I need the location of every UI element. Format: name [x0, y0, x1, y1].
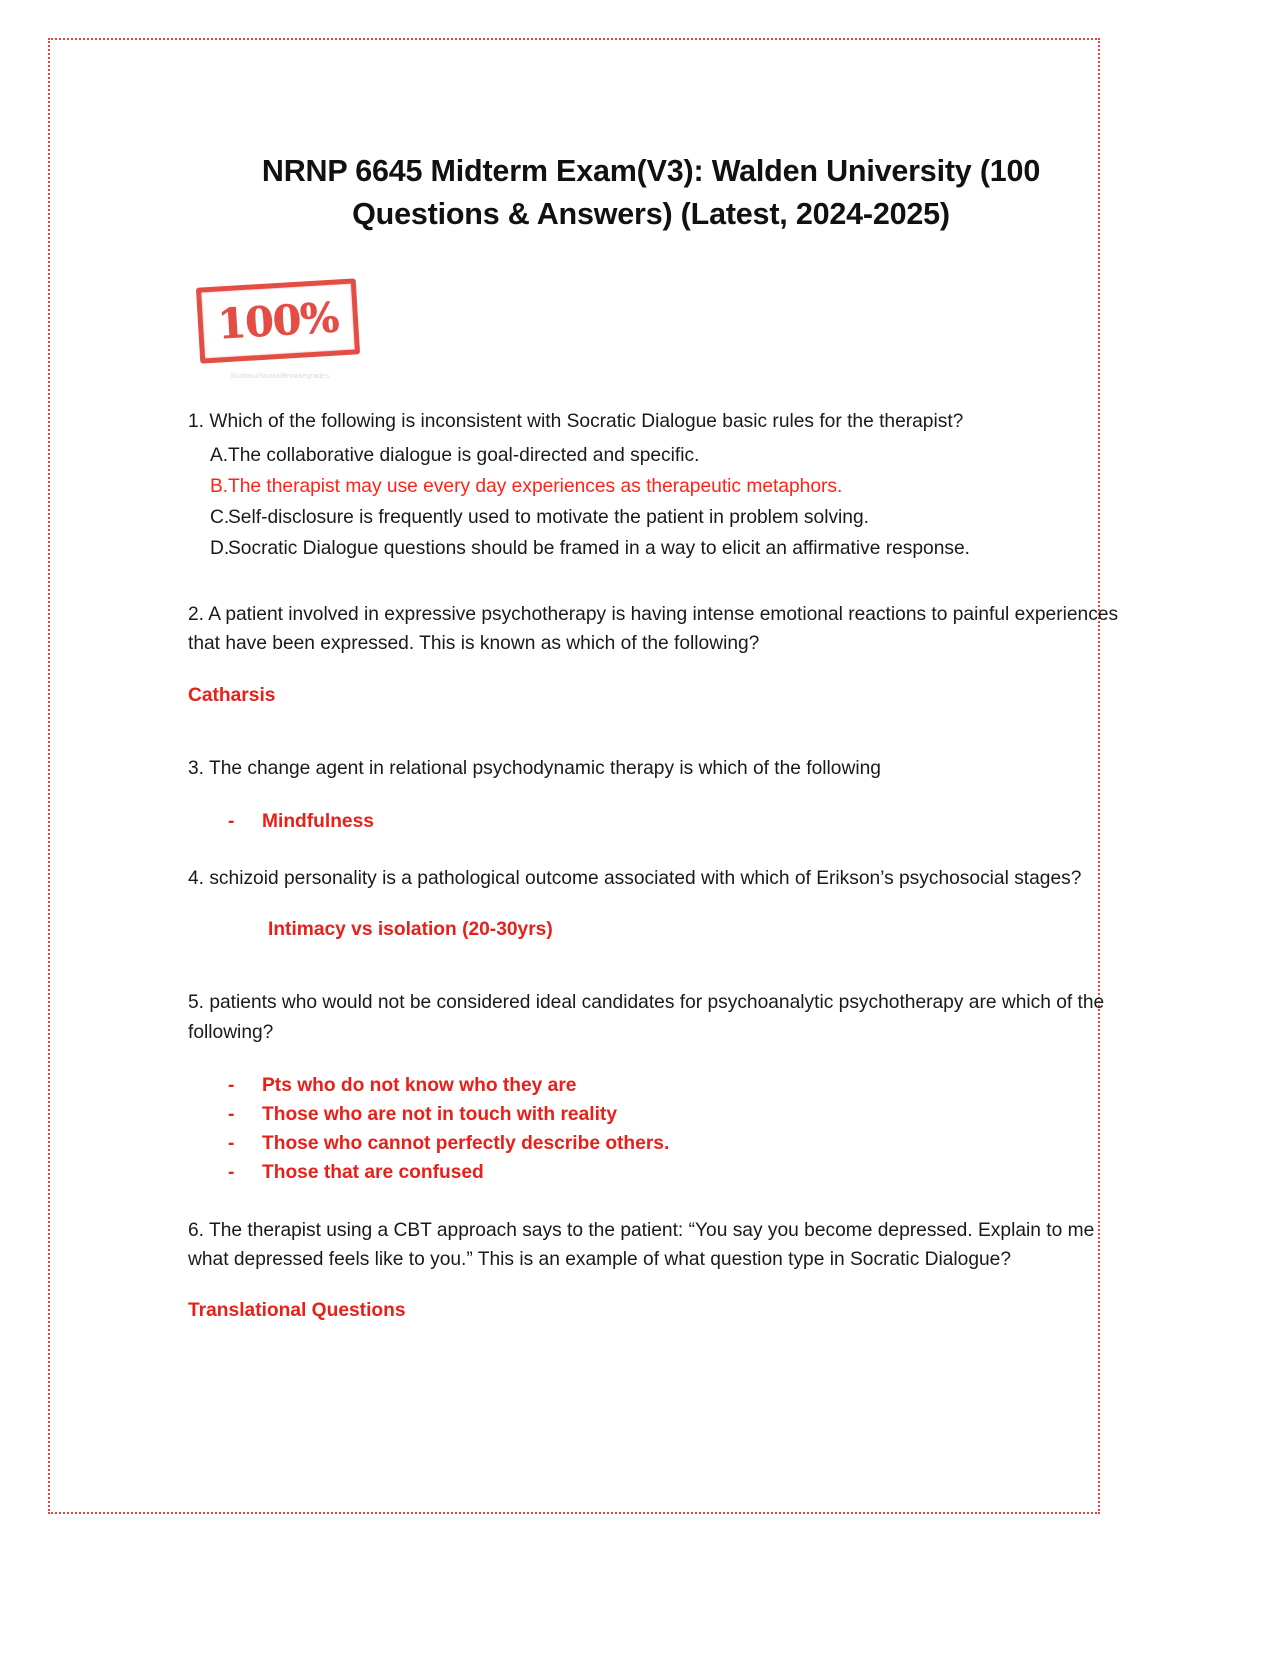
answer-text: Those that are confused: [262, 1162, 484, 1184]
question-text: 3. The change agent in relational psychodynamic therapy is which of the following: [188, 757, 881, 779]
dash-bullet-icon: -: [228, 1104, 235, 1126]
option-text: Self-disclosure is frequently used to motivate the patient in problem solving.: [228, 506, 869, 528]
question-text: 6. The therapist using a CBT approach says to the patient: “You say you become depressed. Explain to me what depressed feels like to you.” This is an example of what question type in Socratic Dialogue?: [188, 1219, 1095, 1270]
answer-text: Translational Questions: [188, 1299, 406, 1321]
approval-stamp-block: [188, 281, 1128, 401]
option-row-c: [188, 502, 1128, 533]
question-text: 4. schizoid personality is a pathological outcome associated with which of Erikson’s psychosocial stages?: [188, 868, 1082, 890]
question-block-4: [188, 864, 1128, 941]
answer-text: Intimacy vs isolation (20-30yrs): [268, 919, 553, 941]
answer-text: Those who are not in touch with reality: [262, 1104, 617, 1126]
question-text: 5. patients who would not be considered ideal candidates for psychoanalytic psychotherapy are which of the following?: [188, 992, 1105, 1043]
answer-text: Mindfulness: [262, 810, 374, 832]
answer-bullet: [188, 1129, 1128, 1158]
page-border-frame: [48, 38, 1119, 1514]
question-text: 2. A patient involved in expressive psychotherapy is having intense emotional reactions to painful experiences that have been expressed. This is known as which of the following?: [188, 604, 1119, 655]
question-block-6: [188, 1216, 1128, 1322]
option-letter: D.: [210, 538, 230, 560]
stamp-caption: Studocu/Stuvia/Browsegrades: [230, 372, 330, 380]
answer-bullet: [188, 1158, 1128, 1187]
dash-bullet-icon: -: [228, 1162, 235, 1184]
question-block-5: [188, 988, 1128, 1187]
answer-bullet-list-5: [188, 1071, 1128, 1188]
question-block-1: [188, 407, 1128, 565]
option-text: The therapist may use every day experiences as therapeutic metaphors.: [228, 475, 843, 497]
answer-text: Pts who do not know who they are: [262, 1074, 577, 1096]
answer-bullet: [188, 807, 1128, 836]
hundred-percent-stamp-icon: [196, 278, 360, 363]
option-row-a: [188, 440, 1128, 471]
option-text: The collaborative dialogue is goal-directed and specific.: [228, 444, 700, 466]
question-text: 1. Which of the following is inconsistent with Socratic Dialogue basic rules for the therapist?: [188, 410, 964, 432]
option-letter: A.: [210, 444, 229, 466]
page-title: NRNP 6645 Midterm Exam(V3): Walden University (100 Questions & Answers) (Latest, 2024-2025): [261, 154, 1041, 232]
option-text: Socratic Dialogue questions should be framed in a way to elicit an affirmative response.: [228, 538, 970, 560]
document-body: [188, 150, 1128, 1341]
answer-bullet: [188, 1100, 1128, 1129]
dash-bullet-icon: -: [228, 810, 235, 832]
option-letter: B.: [210, 475, 229, 497]
answer-bullet-list-3: [188, 807, 1128, 836]
answer-text: Those who cannot perfectly describe others.: [262, 1133, 670, 1155]
stamp-label: 100%: [216, 292, 340, 348]
option-list-1: [188, 440, 1128, 564]
dash-bullet-icon: -: [228, 1133, 235, 1155]
option-row-d: [188, 533, 1128, 564]
dash-bullet-icon: -: [228, 1074, 235, 1096]
answer-bullet: [188, 1071, 1128, 1100]
option-letter: C.: [210, 506, 230, 528]
question-block-3: [188, 754, 1128, 836]
question-block-2: [188, 600, 1128, 706]
option-row-b: [188, 471, 1128, 502]
answer-text: Catharsis: [188, 684, 276, 706]
